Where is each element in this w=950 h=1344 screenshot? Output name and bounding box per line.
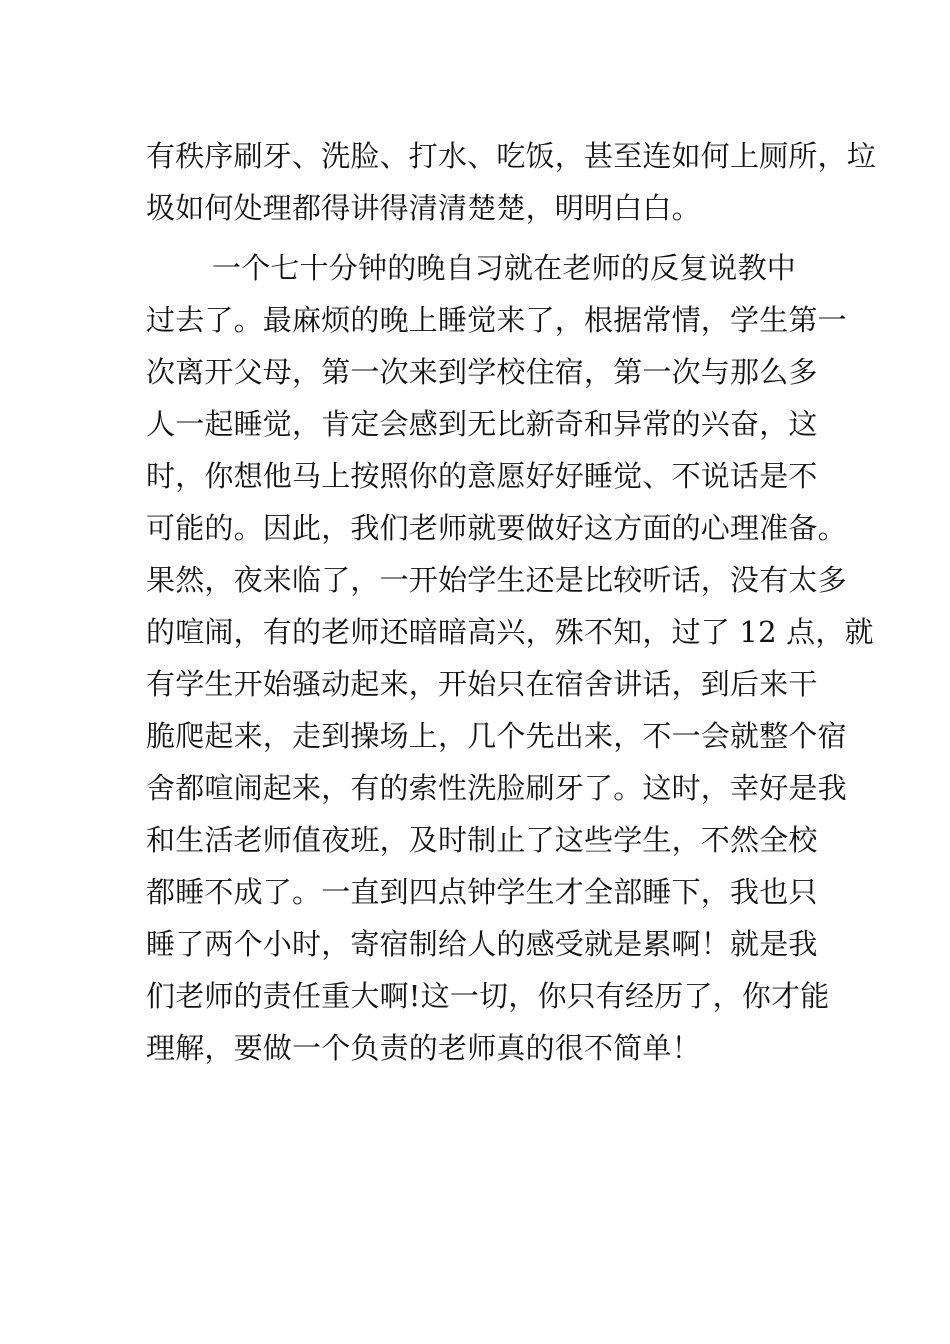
text-line: 人一起睡觉，肯定会感到无比新奇和异常的兴奋，这 <box>146 407 818 441</box>
text-line: 一个七十分钟的晚自习就在老师的反复说教中 <box>212 251 797 285</box>
text-line: 睡了两个小时，寄宿制给人的感受就是累啊！就是我 <box>146 927 818 961</box>
text-line: 理解，要做一个负责的老师真的很不简单！ <box>146 1031 701 1065</box>
text-line: 过去了。最麻烦的晚上睡觉来了，根据常情，学生第一 <box>146 303 847 337</box>
text-line: 都睡不成了。一直到四点钟学生才全部睡下，我也只 <box>146 875 818 909</box>
text-line: 可能的。因此，我们老师就要做好这方面的心理准备。 <box>146 511 847 545</box>
text-line: 果然，夜来临了，一开始学生还是比较听话，没有太多 <box>146 563 847 597</box>
text-line: 和生活老师值夜班，及时制止了这些学生，不然全校 <box>146 823 818 857</box>
text-line: 的喧闹，有的老师还暗暗高兴，殊不知，过了 12 点，就 <box>146 615 874 649</box>
text-line: 有学生开始骚动起来，开始只在宿舍讲话，到后来干 <box>146 667 818 701</box>
text-line: 圾如何处理都得讲得清清楚楚，明明白白。 <box>146 191 701 225</box>
text-line: 们老师的责任重大啊!这一切，你只有经历了，你才能 <box>146 979 830 1013</box>
text-line: 舍都喧闹起来，有的索性洗脸刷牙了。这时，幸好是我 <box>146 771 847 805</box>
text-line: 脆爬起来，走到操场上，几个先出来，不一会就整个宿 <box>146 719 847 753</box>
text-line: 有秩序刷牙、洗脸、打水、吃饭，甚至连如何上厕所，垃 <box>146 139 877 173</box>
paragraph-1 <box>146 130 877 234</box>
text-line: 次离开父母，第一次来到学校住宿，第一次与那么多 <box>146 355 818 389</box>
text-line: 时，你想他马上按照你的意愿好好睡觉、不说话是不 <box>146 459 818 493</box>
paragraph-2 <box>146 242 874 1074</box>
